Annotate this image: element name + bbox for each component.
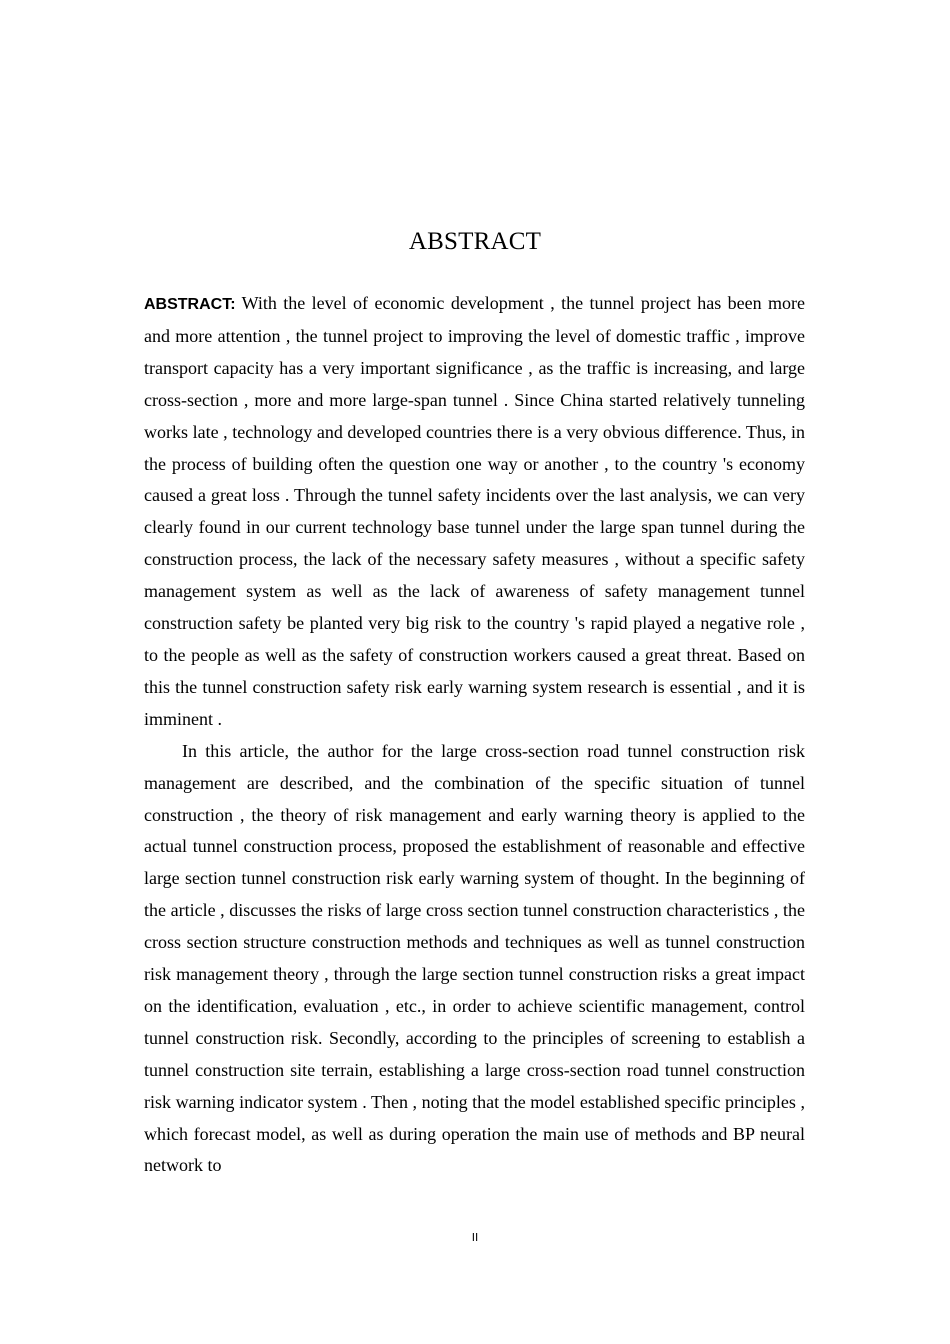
page-title: ABSTRACT: [408, 228, 542, 255]
abstract-paragraph-2: In this article, the author for the large cross-section road tunnel construction risk management are described, and the combination of the specific situation of tunnel construction , the theory of risk management and early warning theory is applied to the actual tunnel construction process, proposed the establishment of reasonable and effective large section tunnel construction risk early warning system of thought. In the beginning of the article , discusses the risks of large cross section tunnel construction characteristics , the cross section structure construction methods and techniques as well as tunnel construction risk management theory , through the large section tunnel construction risks a great impact on the identification, evaluation , etc., in order to achieve scientific management, control tunnel construction risk. Secondly, according to the principles of screening to establish a tunnel construction site terrain, establishing a large cross-section road tunnel construction risk warning indicator system . Then , noting that the model established specific principles , which forecast model, as well as during operation the main use of methods and BP neural network to: [144, 740, 805, 1176]
abstract-paragraph-1: [144, 288, 805, 736]
abstract-paragraph-1-text: With the level of economic development , the tunnel project has been more and more attention , the tunnel project to improving the level of domestic traffic , improve transport capacity has a very important significance , as the traffic is increasing, and large cross-section , more and more large-span tunnel . Since China started relatively tunneling works late , technology and developed countries there is a very obvious difference. Thus, in the process of building often the question one way or another , to the country 's economy caused a great loss . Through the tunnel safety incidents over the last analysis, we can very clearly found in our current technology base tunnel under the large span tunnel during the construction process, the lack of the necessary safety measures , without a specific safety management system as well as the lack of awareness of safety management tunnel construction safety be planted very big risk to the country 's rapid played a negative role , to the people as well as the safety of construction workers caused a great threat. Based on this the tunnel construction safety risk early warning system research is essential , and it is imminent .: [144, 293, 805, 729]
page-number: II: [471, 1231, 479, 1244]
abstract-body: [144, 288, 805, 1182]
abstract-label: ABSTRACT:: [144, 296, 236, 313]
